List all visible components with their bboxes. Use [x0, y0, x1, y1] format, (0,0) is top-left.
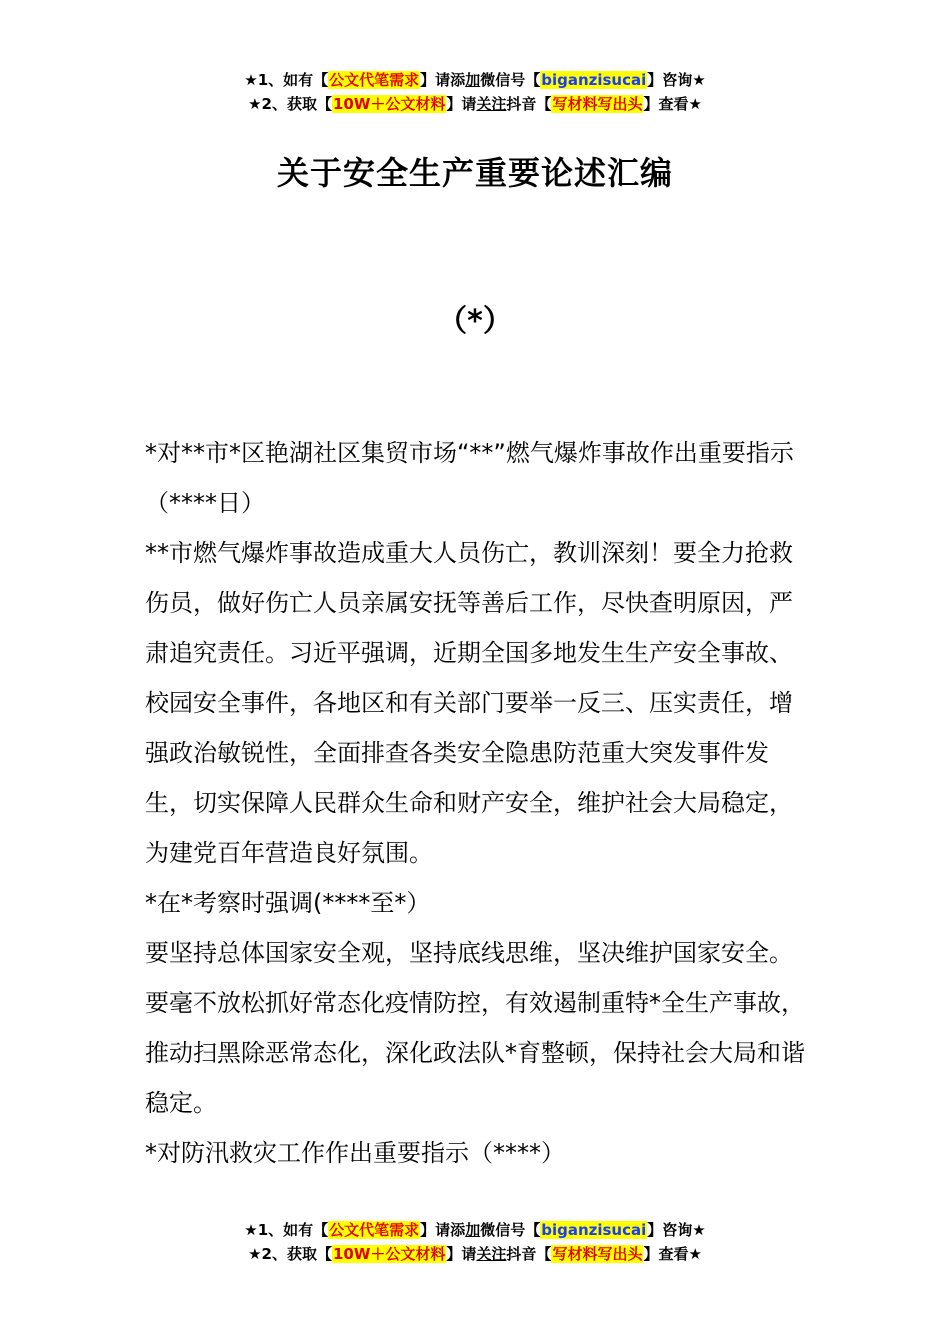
banner-text: 】咨询★ — [647, 71, 706, 89]
banner-text: 抖音【 — [506, 95, 552, 113]
banner-underline: 加 — [465, 71, 481, 89]
banner-line-2 — [0, 92, 950, 116]
banner-text: 微信号【 — [480, 1221, 541, 1239]
banner-text: 微信号【 — [480, 71, 541, 89]
banner-text: ★2、获取【 — [248, 95, 332, 113]
banner-text: 】请添 — [420, 1221, 466, 1239]
document-title: 关于安全生产重要论述汇编 — [276, 154, 673, 192]
banner-line-1 — [0, 1218, 950, 1242]
banner-underline: 关注 — [476, 1245, 507, 1263]
banner-highlight: 公文代笔需求 — [329, 71, 420, 89]
wechat-id-highlight: biganzisucai — [541, 1221, 647, 1239]
banner-text: 】请 — [446, 95, 477, 113]
document-body — [145, 428, 810, 1178]
header-banner — [0, 68, 950, 116]
banner-text: ★2、获取【 — [248, 1245, 332, 1263]
paragraph: **市燃气爆炸事故造成重大人员伤亡，教训深刻！要全力抢救伤员，做好伤亡人员亲属安抚等善后工作，尽快查明原因，严肃追究责任。习近平强调，近期全国多地发生生产安全事故、校园安全事件，各地区和有关部门要举一反三、压实责任，增强政治敏锐性，全面排查各类安全隐患防范重大突发事件发生，切实保障人民群众生命和财产安全，维护社会大局稳定，为建党百年营造良好氛围。 — [145, 539, 793, 867]
banner-text: 】请 — [446, 1245, 477, 1263]
section-heading: *在*考察时强调(****至*） — [145, 889, 431, 917]
banner-highlight: 10W＋公文材料 — [332, 95, 446, 113]
paragraph: 要坚持总体国家安全观，坚持底线思维，坚决维护国家安全。要毫不放松抓好常态化疫情防控，有效遏制重特*全生产事故，推动扫黑除恶常态化，深化政法队*育整顿，保持社会大局和谐稳定。 — [145, 939, 805, 1117]
section-heading: *对**市*区艳湖社区集贸市场“**”燃气爆炸事故作出重要指示（****日） — [145, 439, 794, 517]
banner-text: ★1、如有【 — [244, 71, 329, 89]
banner-highlight: 公文代笔需求 — [329, 1221, 420, 1239]
banner-highlight: 10W＋公文材料 — [332, 1245, 446, 1263]
banner-text: 】查看★ — [643, 1245, 702, 1263]
banner-text: 】咨询★ — [647, 1221, 706, 1239]
footer-banner — [0, 1218, 950, 1266]
document-subtitle: （*） — [437, 304, 513, 339]
banner-underline: 加 — [465, 1221, 481, 1239]
banner-text: 抖音【 — [506, 1245, 552, 1263]
banner-text: ★1、如有【 — [244, 1221, 329, 1239]
banner-highlight: 写材料写出头 — [552, 95, 643, 113]
banner-line-1 — [0, 68, 950, 92]
banner-text: 】请添 — [420, 71, 466, 89]
wechat-id-highlight: biganzisucai — [541, 71, 647, 89]
banner-line-2 — [0, 1242, 950, 1266]
banner-highlight: 写材料写出头 — [552, 1245, 643, 1263]
section-heading: *对防汛救灾工作作出重要指示（****） — [145, 1139, 565, 1167]
banner-underline: 关注 — [476, 95, 507, 113]
banner-text: 】查看★ — [643, 95, 702, 113]
